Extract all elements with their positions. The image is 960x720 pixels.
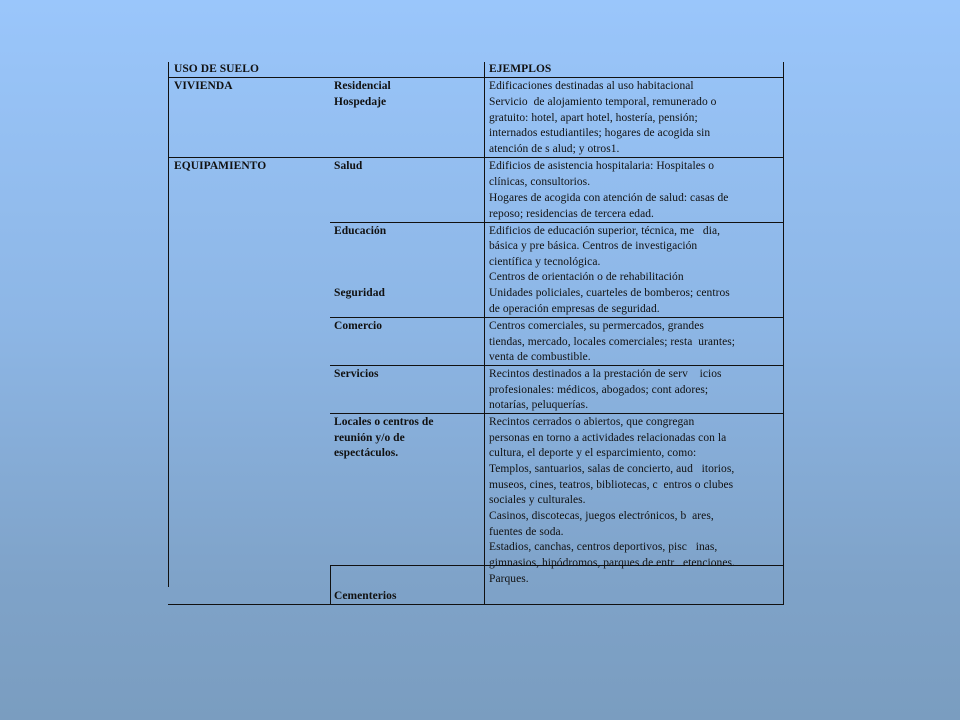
example-line: tiendas, mercado, locales comerciales; resta urantes; — [489, 336, 736, 348]
example-line: Edificios de educación superior, técnica, me dia, — [489, 225, 721, 237]
example-line: atención de s alud; y otros1. — [489, 143, 620, 155]
subcategory-comercio: Comercio — [334, 320, 383, 332]
example-line: Recintos cerrados o abiertos, que congregan — [489, 416, 695, 428]
rule-sub-vertical — [330, 565, 331, 605]
example-line: Estadios, canchas, centros deportivos, pisc inas, — [489, 541, 718, 553]
header-ejemplos: EJEMPLOS — [489, 63, 552, 75]
subcategory-salud: Salud — [334, 160, 363, 172]
example-line: museos, cines, teatros, bibliotecas, c entros o clubes — [489, 479, 734, 491]
example-line: venta de combustible. — [489, 351, 591, 363]
example-line: Edificios de asistencia hospitalaria: Hospitales o — [489, 160, 715, 172]
example-line: Unidades policiales, cuarteles de bomberos; centros — [489, 287, 730, 299]
example-line: reposo; residencias de tercera edad. — [489, 208, 654, 220]
example-line: Servicio de alojamiento temporal, remunerado o — [489, 96, 717, 108]
example-line: sociales y culturales. — [489, 494, 586, 506]
example-line: cultura, el deporte y el esparcimiento, como: — [489, 447, 697, 459]
example-line: básica y pre básica. Centros de investigación — [489, 240, 698, 252]
example-line: clínicas, consultorios. — [489, 176, 591, 188]
header-uso-de-suelo: USO DE SUELO — [174, 63, 259, 75]
subcategory-residencial: Residencial — [334, 80, 391, 92]
example-line: Edificaciones destinadas al uso habitacional — [489, 80, 694, 92]
rule-right-vertical — [783, 62, 784, 605]
category-vivienda: VIVIENDA — [174, 80, 233, 92]
example-line: gratuito: hotel, apart hotel, hostería, pensión; — [489, 112, 698, 124]
subcategory-locales: espectáculos. — [334, 447, 399, 459]
example-line: profesionales: médicos, abogados; cont adores; — [489, 384, 709, 396]
example-line: gimnasios, hipódromos, parques de entr etenciones. — [489, 557, 735, 569]
example-line: personas en torno a actividades relacionadas con la — [489, 432, 727, 444]
rule-mid-vertical — [484, 62, 485, 605]
subcategory-hospedaje: Hospedaje — [334, 96, 387, 108]
example-line: internados estudiantiles; hogares de acogida sin — [489, 127, 711, 139]
land-use-table — [168, 62, 784, 605]
example-line: Parques. — [489, 573, 529, 585]
subcategory-educacion: Educación — [334, 225, 387, 237]
example-line: Centros comerciales, su permercados, grandes — [489, 320, 704, 332]
example-line: de operación empresas de seguridad. — [489, 303, 660, 315]
subcategory-servicios: Servicios — [334, 368, 379, 380]
example-line: Templos, santuarios, salas de concierto, aud itorios, — [489, 463, 735, 475]
example-line: Centros de orientación o de rehabilitación — [489, 271, 684, 283]
example-line: Casinos, discotecas, juegos electrónicos, b ares, — [489, 510, 714, 522]
example-line: Hogares de acogida con atención de salud: casas de — [489, 192, 729, 204]
example-line: científica y tecnológica. — [489, 256, 601, 268]
category-equipamiento: EQUIPAMIENTO — [174, 160, 267, 172]
example-line: Recintos destinados a la prestación de serv icios — [489, 368, 722, 380]
subcategory-locales: Locales o centros de — [334, 416, 434, 428]
example-line: fuentes de soda. — [489, 526, 564, 538]
rule-table-bottom — [168, 604, 784, 605]
subcategory-cementerios: Cementerios — [334, 590, 397, 602]
subcategory-locales: reunión y/o de — [334, 432, 405, 444]
subcategory-seguridad: Seguridad — [334, 287, 385, 299]
rule-header-bottom — [168, 77, 784, 78]
example-line: notarías, peluquerías. — [489, 399, 589, 411]
rule-left-vertical — [168, 62, 169, 587]
rule-vivienda-bottom — [168, 157, 784, 158]
